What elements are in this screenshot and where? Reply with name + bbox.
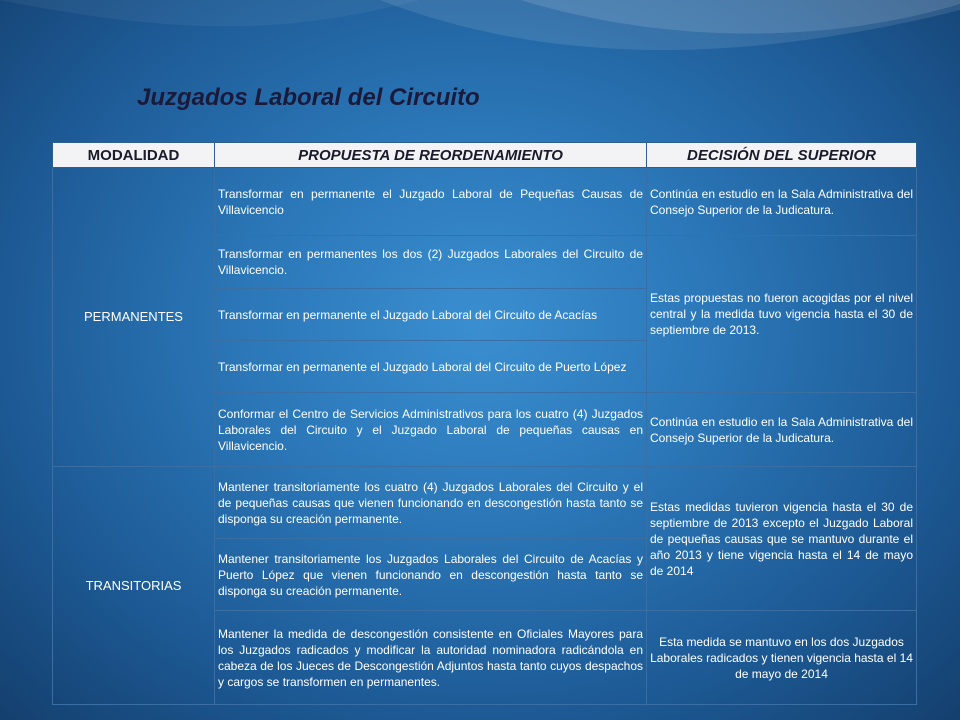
table-row <box>53 467 917 539</box>
propuesta-cell: Mantener transitoriamente los Juzgados Laborales del Circuito de Acacías y Puerto López que vienen funcionando en descongestión hasta tanto se disponga su creación permanente. <box>215 539 647 611</box>
decision-cell: Estas propuestas no fueron acogidas por el nivel central y la medida tuvo vigencia hasta el 30 de septiembre de 2013. <box>647 236 917 393</box>
header-decision: DECISIÓN DEL SUPERIOR <box>647 143 917 168</box>
table-row <box>53 168 917 236</box>
modalidad-transitorias: TRANSITORIAS <box>53 467 215 705</box>
decision-cell: Continúa en estudio en la Sala Administrativa del Consejo Superior de la Judicatura. <box>647 393 917 467</box>
header-modalidad: MODALIDAD <box>53 143 215 168</box>
decision-cell: Continúa en estudio en la Sala Administrativa del Consejo Superior de la Judicatura. <box>647 168 917 236</box>
decision-cell: Esta medida se mantuvo en los dos Juzgados Laborales radicados y tienen vigencia hasta el 14 de mayo de 2014 <box>647 611 917 705</box>
propuesta-cell: Conformar el Centro de Servicios Administrativos para los cuatro (4) Juzgados Laborales del Circuito y el Juzgado Laboral de pequeñas causas en Villavicencio. <box>215 393 647 467</box>
modalidad-permanentes: PERMANENTES <box>53 168 215 467</box>
header-row <box>53 143 917 168</box>
propuesta-cell: Transformar en permanente el Juzgado Laboral del Circuito de Acacías <box>215 289 647 341</box>
propuesta-cell: Transformar en permanente el Juzgado Laboral de Pequeñas Causas de Villavicencio <box>215 168 647 236</box>
propuesta-cell: Transformar en permanente el Juzgado Laboral del Circuito de Puerto López <box>215 341 647 393</box>
propuesta-cell: Transformar en permanentes los dos (2) Juzgados Laborales del Circuito de Villavicencio. <box>215 236 647 289</box>
propuesta-cell: Mantener la medida de descongestión consistente en Oficiales Mayores para los Juzgados radicados y modificar la autoridad nominadora radicándola en cabeza de los Jueces de Descongestión Adjuntos hasta tanto cuyos despachos y cargos se transformen en permanentes. <box>215 611 647 705</box>
reorganization-table <box>52 142 917 705</box>
decision-cell: Estas medidas tuvieron vigencia hasta el 30 de septiembre de 2013 excepto el Juzgado Laboral de pequeñas causas que se mantuvo durante el año 2013 y tiene vigencia hasta el 14 de mayo de 2014 <box>647 467 917 611</box>
header-propuesta: PROPUESTA DE REORDENAMIENTO <box>215 143 647 168</box>
background-swoosh <box>0 0 960 140</box>
slide-title: Juzgados Laboral del Circuito <box>137 84 480 111</box>
propuesta-cell: Mantener transitoriamente los cuatro (4) Juzgados Laborales del Circuito y el de pequeñas causas que vienen funcionando en descongestión hasta tanto se disponga su creación permanente. <box>215 467 647 539</box>
